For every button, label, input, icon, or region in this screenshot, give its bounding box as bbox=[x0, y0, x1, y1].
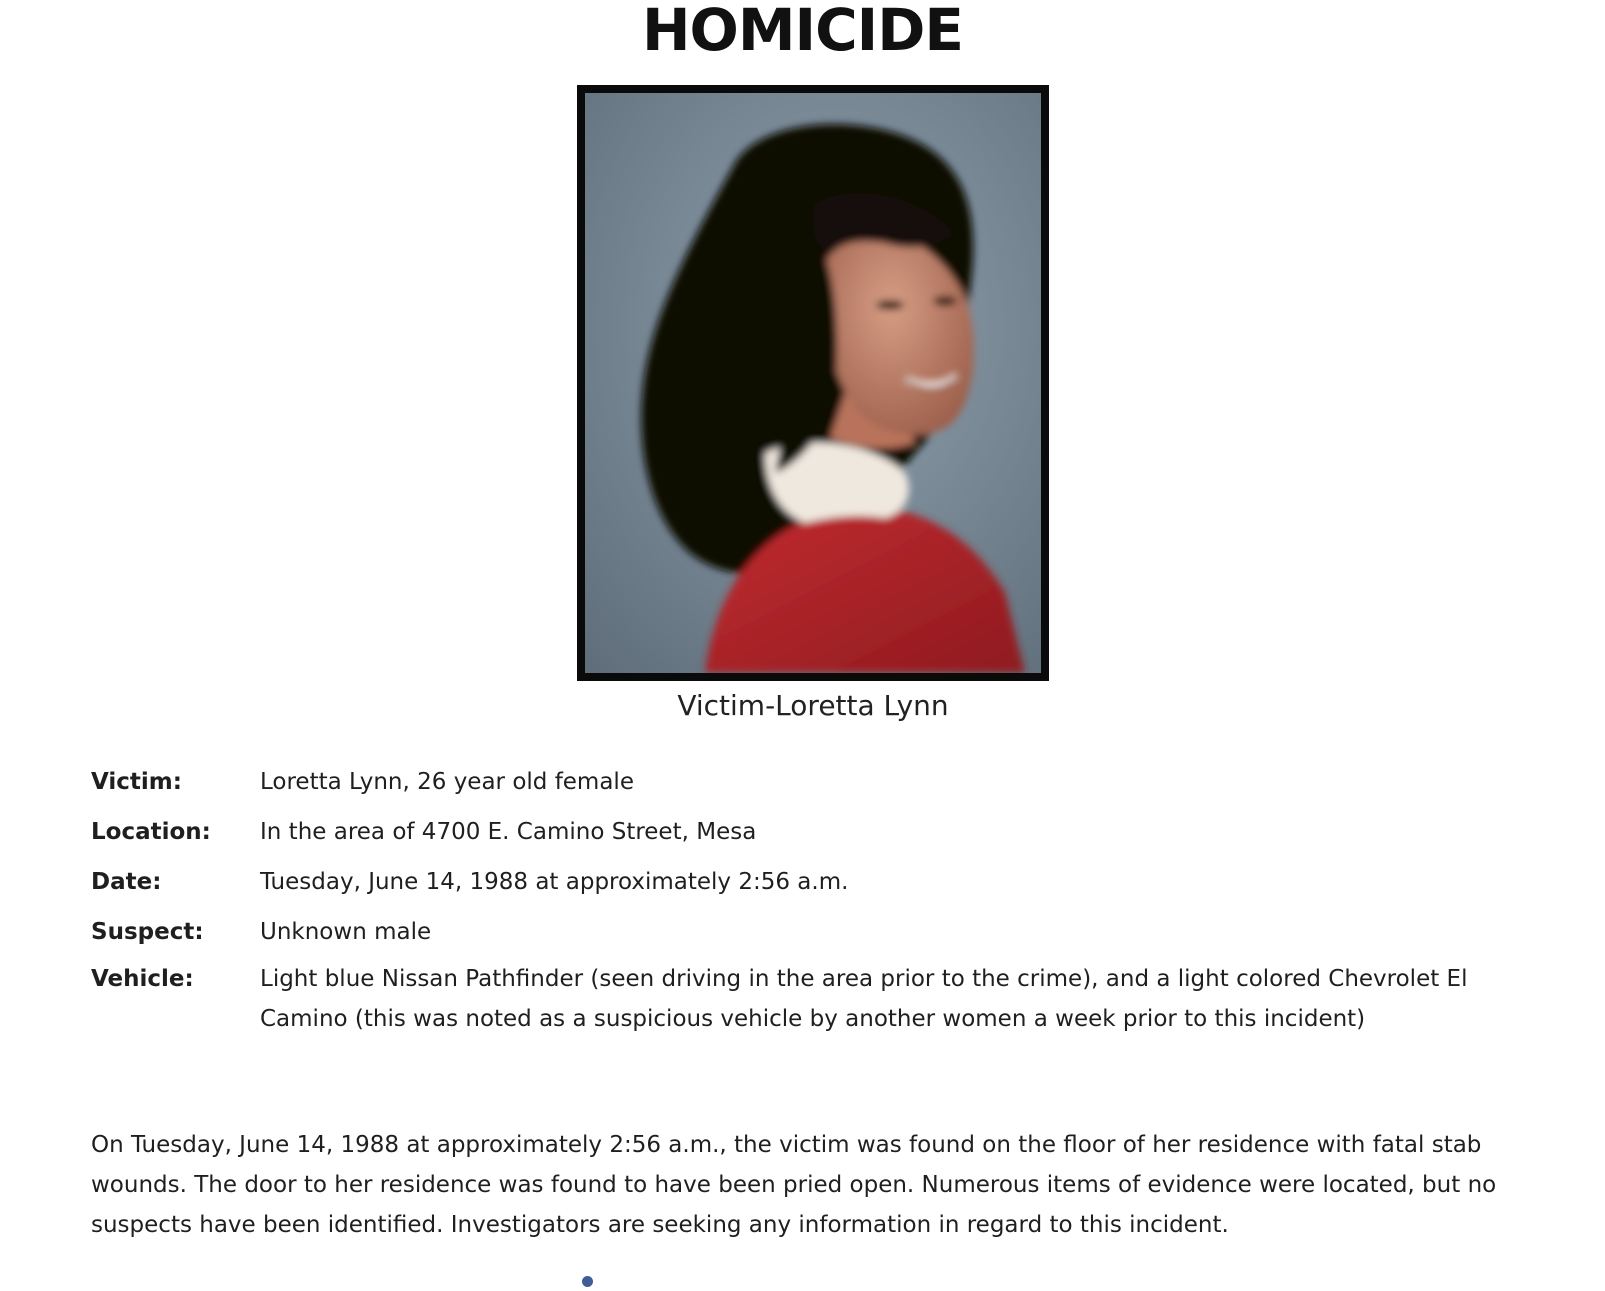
photo-caption: Victim-Loretta Lynn bbox=[677, 689, 949, 722]
victim-photo bbox=[577, 85, 1049, 681]
detail-row-suspect bbox=[91, 912, 1541, 952]
detail-value: Tuesday, June 14, 1988 at approximately 2:56 a.m. bbox=[260, 869, 849, 895]
detail-row-location bbox=[91, 812, 1541, 852]
detail-label: Suspect: bbox=[91, 919, 204, 945]
detail-label: Vehicle: bbox=[91, 966, 194, 992]
detail-value: Loretta Lynn, 26 year old female bbox=[260, 769, 634, 795]
marker-dot bbox=[582, 1276, 593, 1287]
victim-portrait-image bbox=[585, 93, 1041, 673]
detail-value: Unknown male bbox=[260, 919, 432, 945]
detail-label: Date: bbox=[91, 869, 162, 895]
incident-narrative: On Tuesday, June 14, 1988 at approximately 2:56 a.m., the victim was found on the floor of her residence with fatal stab wounds. The door to her residence was found to have been pried open. Numerous items of evidence were located, but no suspects have been identified. Investigators are seeking any information in regard to this incident. bbox=[91, 1132, 1497, 1238]
detail-label: Location: bbox=[91, 819, 211, 845]
case-details bbox=[91, 762, 1541, 1039]
detail-row-victim bbox=[91, 762, 1541, 802]
detail-row-date bbox=[91, 862, 1541, 902]
detail-row-vehicle bbox=[91, 959, 1541, 1039]
detail-value: In the area of 4700 E. Camino Street, Mesa bbox=[260, 819, 757, 845]
detail-value: Light blue Nissan Pathfinder (seen driving in the area prior to the crime), and a light colored Chevrolet El Camino (this was noted as a suspicious vehicle by another women a week prior to this incident) bbox=[260, 966, 1468, 1032]
page-title: HOMICIDE bbox=[641, 0, 964, 64]
detail-label: Victim: bbox=[91, 769, 182, 795]
